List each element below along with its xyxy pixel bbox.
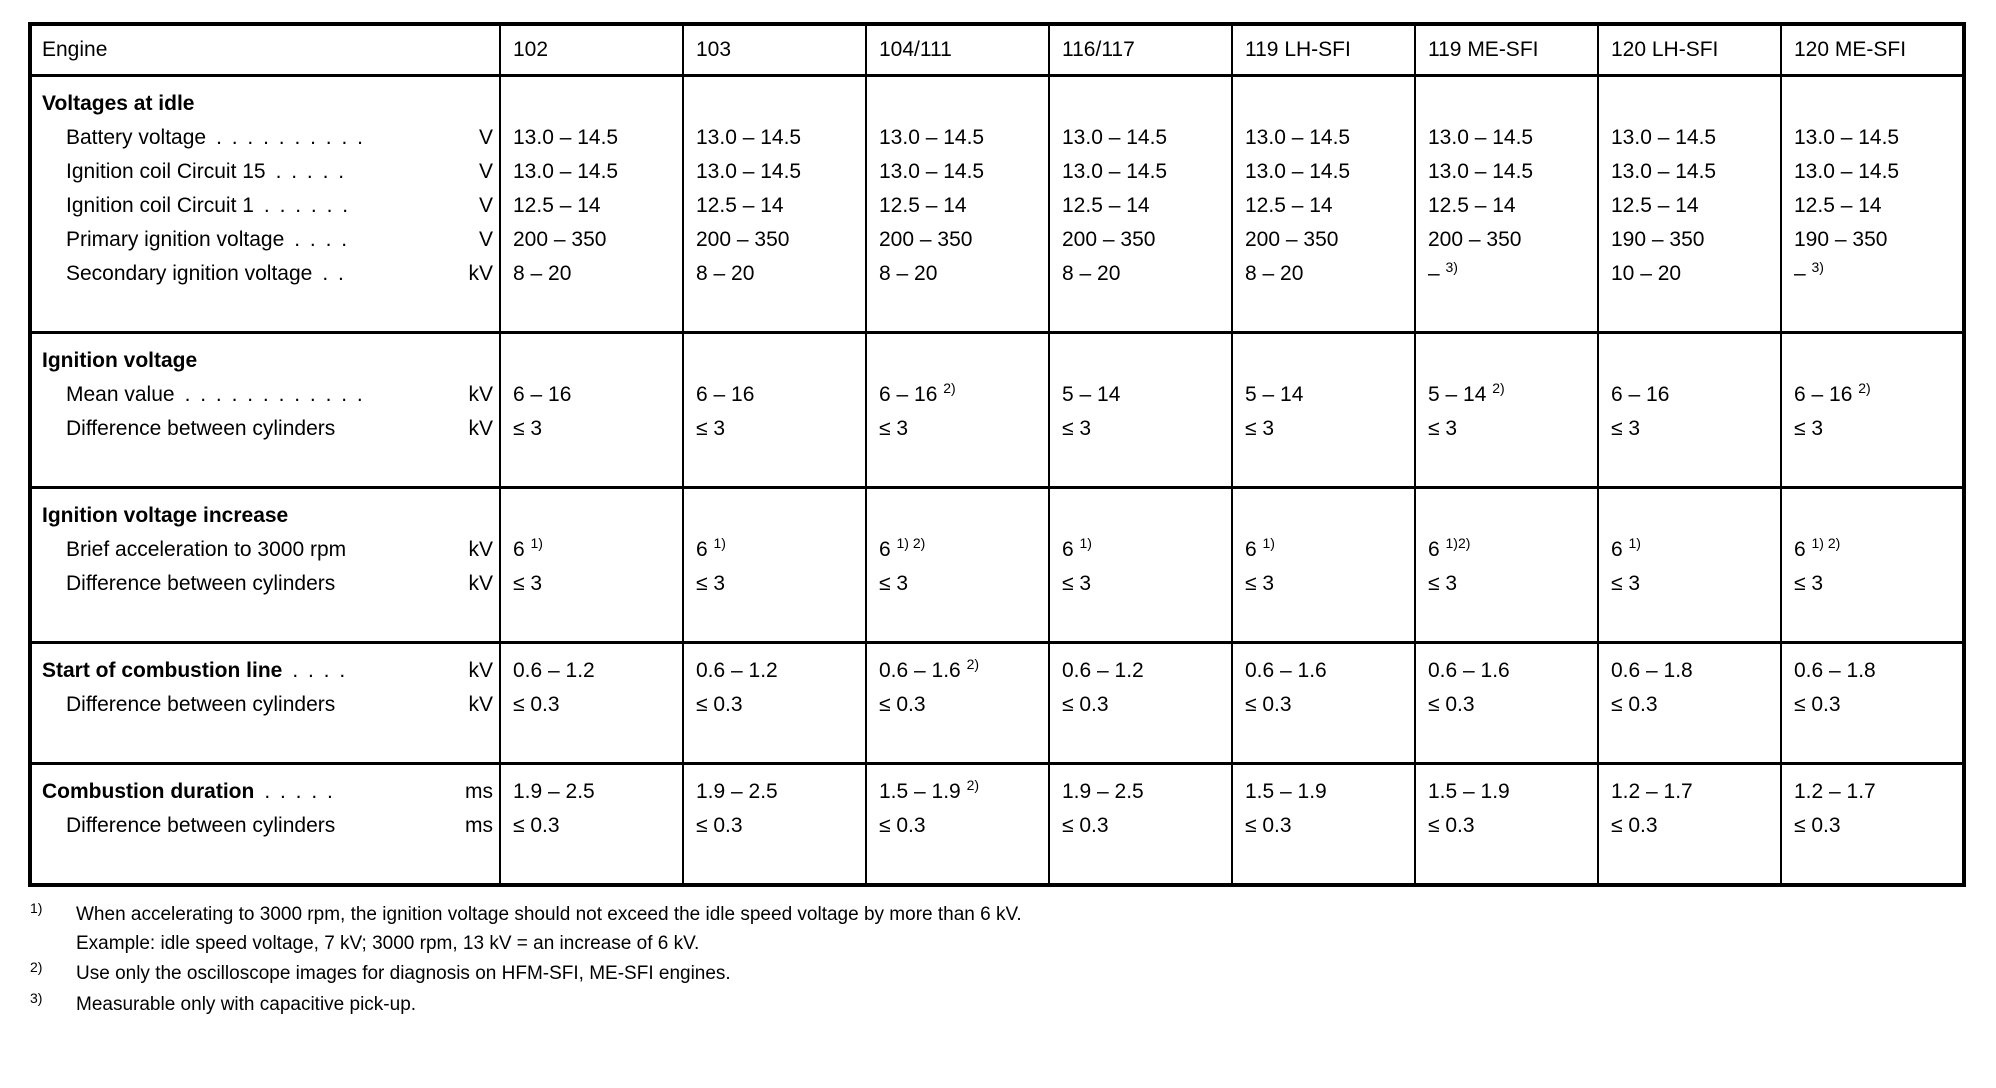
value-cell: 190 – 350 (1781, 223, 1964, 257)
footnote-reference: 1)2) (1445, 535, 1471, 551)
value-cell: 6 $^{1) 2)}$ (1781, 533, 1964, 567)
value-cell: 13.0 – 14.5 (1232, 155, 1415, 189)
value-cell: 13.0 – 14.5 (866, 155, 1049, 189)
value-cell: 12.5 – 14 (1415, 189, 1598, 223)
value-cell (1049, 333, 1232, 379)
table-section (30, 764, 1964, 886)
value-cell (1598, 76, 1781, 122)
value-cell: 0.6 – 1.6 $^{2)}$ (866, 643, 1049, 689)
table-row (30, 333, 1964, 379)
footnote-reference: 1) (713, 535, 726, 551)
value-cell (1232, 76, 1415, 122)
value-cell: 13.0 – 14.5 (500, 121, 683, 155)
footnotes (30, 901, 1996, 1019)
value-cell: 6 $^{1) 2)}$ (866, 533, 1049, 567)
value-cell: 200 – 350 (500, 223, 683, 257)
column-header: 119 LH-SFI (1232, 24, 1415, 76)
row-label: Brief acceleration to 3000 rpm (66, 538, 347, 561)
footnote-reference: 2) (966, 656, 980, 672)
row-label-cell (30, 223, 500, 257)
value-cell: 5 – 14 (1232, 378, 1415, 412)
row-label: Ignition coil Circuit 15 (66, 160, 266, 183)
footnote-marker: 1) (30, 900, 43, 916)
value-cell: ≤ 3 (1232, 567, 1415, 643)
column-header: 120 LH-SFI (1598, 24, 1781, 76)
value-cell: ≤ 0.3 (1415, 809, 1598, 885)
value-cell: ≤ 3 (1598, 567, 1781, 643)
value-cell: ≤ 0.3 (1781, 688, 1964, 764)
value-cell: 6 $^{1)}$ (1232, 533, 1415, 567)
unit-label: V (478, 126, 493, 149)
row-label-cell (30, 688, 500, 764)
value-cell (1232, 333, 1415, 379)
value-cell: 13.0 – 14.5 (1232, 121, 1415, 155)
value-cell (683, 333, 866, 379)
column-header: 119 ME-SFI (1415, 24, 1598, 76)
value-cell: ≤ 0.3 (683, 809, 866, 885)
table-row (30, 189, 1964, 223)
table-row (30, 155, 1964, 189)
value-cell (1232, 488, 1415, 534)
value-cell: 0.6 – 1.6 (1415, 643, 1598, 689)
value-cell: 0.6 – 1.2 (1049, 643, 1232, 689)
value-cell (1415, 488, 1598, 534)
unit-label: V (478, 160, 493, 183)
footnote-reference: 1) 2) (1811, 535, 1841, 551)
table-row (30, 121, 1964, 155)
column-header: 104/111 (866, 24, 1049, 76)
value-cell: 13.0 – 14.5 (1781, 155, 1964, 189)
value-cell: 1.5 – 1.9 (1415, 764, 1598, 810)
value-cell: 13.0 – 14.5 (1598, 155, 1781, 189)
value-cell: 13.0 – 14.5 (1415, 155, 1598, 189)
row-label-cell (30, 378, 500, 412)
row-label-cell (30, 567, 500, 643)
value-cell (866, 333, 1049, 379)
value-cell: ≤ 0.3 (1232, 688, 1415, 764)
value-cell: ≤ 3 (683, 567, 866, 643)
row-label: Difference between cylinders (66, 572, 336, 595)
header-row (30, 24, 1964, 76)
footnote (30, 901, 1996, 958)
row-label: Ignition coil Circuit 1 (66, 194, 254, 217)
value-cell: 6 – 16 (500, 378, 683, 412)
table-row (30, 643, 1964, 689)
value-cell: 6 $^{1)}$ (500, 533, 683, 567)
footnote-reference: 2) (966, 777, 980, 793)
footnote-marker: 2) (30, 959, 43, 975)
value-cell: ≤ 3 (1598, 412, 1781, 488)
section-title: Ignition voltage increase (42, 504, 289, 527)
table-section (30, 333, 1964, 488)
value-cell: 13.0 – 14.5 (683, 155, 866, 189)
value-cell: ≤ 3 (500, 567, 683, 643)
footnote-reference: 3) (1811, 259, 1824, 275)
value-cell: 13.0 – 14.5 (1598, 121, 1781, 155)
value-cell: 12.5 – 14 (1232, 189, 1415, 223)
dot-leader: . . . . . (264, 780, 335, 803)
value-cell: – $^{3)}$ (1415, 257, 1598, 333)
unit-label: kV (468, 383, 493, 406)
row-label-cell (30, 533, 500, 567)
value-cell: ≤ 0.3 (1049, 688, 1232, 764)
row-label: Difference between cylinders (66, 693, 336, 716)
value-cell: ≤ 3 (1415, 567, 1598, 643)
value-cell: 6 $^{1)}$ (1598, 533, 1781, 567)
value-cell: ≤ 0.3 (866, 809, 1049, 885)
unit-label: kV (468, 659, 493, 682)
value-cell: 13.0 – 14.5 (683, 121, 866, 155)
section-title: Voltages at idle (42, 92, 195, 115)
value-cell: 13.0 – 14.5 (500, 155, 683, 189)
unit-label: kV (468, 693, 493, 716)
row-label-cell (30, 643, 500, 689)
value-cell: 1.2 – 1.7 (1781, 764, 1964, 810)
row-label-cell (30, 76, 500, 122)
table-section (30, 643, 1964, 764)
row-label: Mean value (66, 383, 175, 406)
value-cell: 12.5 – 14 (683, 189, 866, 223)
value-cell: ≤ 3 (866, 567, 1049, 643)
spec-table (28, 22, 1966, 887)
value-cell: 5 – 14 (1049, 378, 1232, 412)
value-cell: ≤ 3 (683, 412, 866, 488)
value-cell (1049, 488, 1232, 534)
value-cell: 0.6 – 1.6 (1232, 643, 1415, 689)
value-cell: 200 – 350 (683, 223, 866, 257)
value-cell (683, 488, 866, 534)
value-cell (500, 488, 683, 534)
unit-label: ms (465, 814, 493, 837)
dot-leader: . . . . (294, 228, 350, 251)
value-cell: ≤ 0.3 (1598, 809, 1781, 885)
dot-leader: . . . . . . . . . . (216, 126, 365, 149)
footnote-reference: 2) (1858, 380, 1871, 396)
value-cell: 1.5 – 1.9 (1232, 764, 1415, 810)
value-cell: 6 – 16 $^{2)}$ (866, 378, 1049, 412)
row-label-cell (30, 189, 500, 223)
value-cell: ≤ 3 (1781, 567, 1964, 643)
table-row (30, 764, 1964, 810)
value-cell: 1.9 – 2.5 (1049, 764, 1232, 810)
footnote-reference: 2) (1492, 380, 1505, 396)
footnote-reference: 2) (943, 380, 956, 396)
value-cell (866, 488, 1049, 534)
value-cell: ≤ 0.3 (500, 809, 683, 885)
value-cell (1781, 333, 1964, 379)
value-cell (683, 76, 866, 122)
table-section (30, 76, 1964, 333)
row-label-cell (30, 257, 500, 333)
value-cell (1781, 76, 1964, 122)
value-cell: 1.9 – 2.5 (683, 764, 866, 810)
value-cell: 200 – 350 (1232, 223, 1415, 257)
value-cell (1598, 333, 1781, 379)
value-cell: 1.5 – 1.9 $^{2)}$ (866, 764, 1049, 810)
value-cell: ≤ 3 (1049, 412, 1232, 488)
value-cell: ≤ 3 (866, 412, 1049, 488)
footnote-text: Measurable only with capacitive pick-up. (76, 993, 417, 1015)
row-label: Primary ignition voltage (66, 228, 285, 251)
value-cell: ≤ 0.3 (1598, 688, 1781, 764)
value-cell: ≤ 3 (1232, 412, 1415, 488)
footnote-marker: 3) (30, 989, 43, 1006)
value-cell: ≤ 0.3 (866, 688, 1049, 764)
row-label: Battery voltage (66, 126, 207, 149)
value-cell: ≤ 0.3 (1049, 809, 1232, 885)
value-cell: 200 – 350 (1415, 223, 1598, 257)
value-cell (1781, 488, 1964, 534)
value-cell: 1.2 – 1.7 (1598, 764, 1781, 810)
value-cell: ≤ 3 (1415, 412, 1598, 488)
value-cell: 6 $^{1)2)}$ (1415, 533, 1598, 567)
value-cell: 13.0 – 14.5 (1049, 121, 1232, 155)
section-title: Combustion duration (42, 780, 255, 803)
footnote-text: Use only the oscilloscope images for diagnosis on HFM-SFI, ME-SFI engines. (76, 963, 731, 984)
value-cell: 12.5 – 14 (1049, 189, 1232, 223)
footnote-reference: 1) (1262, 535, 1275, 551)
row-label-cell (30, 488, 500, 534)
value-cell: 0.6 – 1.8 (1781, 643, 1964, 689)
value-cell: 12.5 – 14 (500, 189, 683, 223)
footnote-reference: 1) (530, 535, 543, 551)
unit-label: kV (468, 417, 493, 440)
value-cell: 12.5 – 14 (866, 189, 1049, 223)
row-label-cell (30, 121, 500, 155)
footnote (30, 960, 1996, 989)
unit-label: kV (468, 538, 493, 561)
value-cell (500, 76, 683, 122)
value-cell: 190 – 350 (1598, 223, 1781, 257)
unit-label: kV (468, 572, 493, 595)
table-section (30, 488, 1964, 643)
section-title: Ignition voltage (42, 349, 198, 372)
row-label: Difference between cylinders (66, 417, 336, 440)
value-cell: ≤ 0.3 (1415, 688, 1598, 764)
footnote-text: When accelerating to 3000 rpm, the ignition voltage should not exceed the idle speed voltage by more than 6 kV. Example: idle speed voltage, 7 kV; 3000 rpm, 13 kV = an increase of 6 kV. (76, 904, 1022, 954)
column-header: 103 (683, 24, 866, 76)
value-cell: 6 – 16 (1598, 378, 1781, 412)
value-cell: 8 – 20 (866, 257, 1049, 333)
table-row (30, 223, 1964, 257)
table-row (30, 76, 1964, 122)
dot-leader: . . . . . . (263, 194, 351, 217)
footnote-reference: 1) 2) (896, 535, 926, 551)
value-cell: 0.6 – 1.8 (1598, 643, 1781, 689)
value-cell: 0.6 – 1.2 (500, 643, 683, 689)
footnote-reference: 1) (1079, 535, 1092, 551)
value-cell (1049, 76, 1232, 122)
unit-label: ms (465, 780, 493, 803)
value-cell: 8 – 20 (1232, 257, 1415, 333)
unit-label: kV (468, 262, 493, 285)
value-cell: 8 – 20 (1049, 257, 1232, 333)
value-cell: ≤ 0.3 (500, 688, 683, 764)
column-header: 116/117 (1049, 24, 1232, 76)
unit-label: V (478, 194, 493, 217)
footnote (30, 991, 1996, 1020)
table-row (30, 567, 1964, 643)
column-header: 120 ME-SFI (1781, 24, 1964, 76)
value-cell (866, 76, 1049, 122)
value-cell: 6 $^{1)}$ (1049, 533, 1232, 567)
dot-leader: . . . . (292, 659, 348, 682)
value-cell: 5 – 14 $^{2)}$ (1415, 378, 1598, 412)
value-cell: 6 – 16 $^{2)}$ (1781, 378, 1964, 412)
value-cell: 12.5 – 14 (1781, 189, 1964, 223)
value-cell (1598, 488, 1781, 534)
value-cell: ≤ 0.3 (1232, 809, 1415, 885)
dot-leader: . . . . . (275, 160, 347, 183)
table-row (30, 257, 1964, 333)
row-label-cell (30, 412, 500, 488)
dot-leader: . . (322, 262, 346, 285)
column-header: Engine (42, 38, 108, 61)
row-label: Difference between cylinders (66, 814, 336, 837)
table-row (30, 378, 1964, 412)
value-cell: 1.9 – 2.5 (500, 764, 683, 810)
dot-leader: . . . . . . . . . . . . (184, 383, 365, 406)
value-cell: ≤ 0.3 (1781, 809, 1964, 885)
row-label-cell (30, 809, 500, 885)
value-cell: 13.0 – 14.5 (1781, 121, 1964, 155)
value-cell: ≤ 3 (1781, 412, 1964, 488)
value-cell: 0.6 – 1.2 (683, 643, 866, 689)
table-row (30, 809, 1964, 885)
table-row (30, 688, 1964, 764)
table-row (30, 412, 1964, 488)
row-label: Secondary ignition voltage (66, 262, 313, 285)
section-title: Start of combustion line (42, 659, 283, 682)
value-cell: 8 – 20 (500, 257, 683, 333)
value-cell: 13.0 – 14.5 (866, 121, 1049, 155)
row-label-cell (30, 333, 500, 379)
table-row (30, 533, 1964, 567)
value-cell: 200 – 350 (1049, 223, 1232, 257)
value-cell: ≤ 0.3 (683, 688, 866, 764)
value-cell: 13.0 – 14.5 (1049, 155, 1232, 189)
value-cell: 12.5 – 14 (1598, 189, 1781, 223)
column-header: 102 (500, 24, 683, 76)
footnote-reference: 3) (1445, 259, 1458, 275)
value-cell (1415, 333, 1598, 379)
value-cell: – $^{3)}$ (1781, 257, 1964, 333)
value-cell: 10 – 20 (1598, 257, 1781, 333)
footnote-reference: 1) (1628, 535, 1641, 551)
unit-label: V (478, 228, 493, 251)
table-header (30, 24, 1964, 76)
value-cell: 200 – 350 (866, 223, 1049, 257)
value-cell (1415, 76, 1598, 122)
value-cell (500, 333, 683, 379)
table-row (30, 488, 1964, 534)
value-cell: 6 $^{1)}$ (683, 533, 866, 567)
row-label-cell (30, 155, 500, 189)
value-cell: ≤ 3 (1049, 567, 1232, 643)
value-cell: 8 – 20 (683, 257, 866, 333)
value-cell: 13.0 – 14.5 (1415, 121, 1598, 155)
value-cell: 6 – 16 (683, 378, 866, 412)
value-cell: ≤ 3 (500, 412, 683, 488)
row-label-cell (30, 764, 500, 810)
